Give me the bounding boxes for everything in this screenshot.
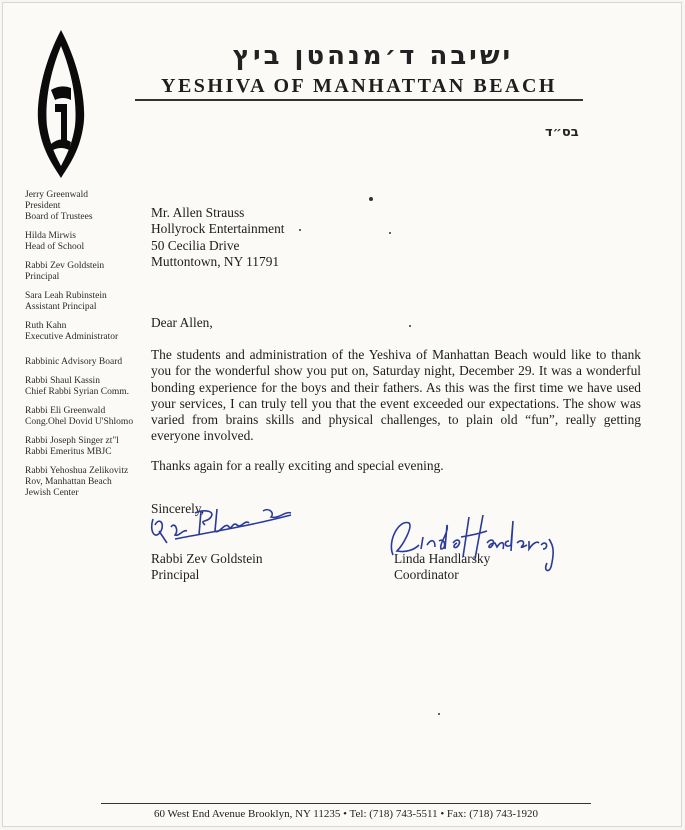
goldstein-signature-icon — [145, 501, 295, 547]
sidebar-person — [25, 261, 135, 283]
sidebar-person-title: Rabbi Emeritus MBJC — [25, 447, 112, 457]
paper-speck — [299, 229, 301, 231]
sign-off: Sincerely, — [151, 501, 205, 516]
sidebar-person-title: Jewish Center — [25, 488, 79, 498]
recipient-city: Muttontown, NY 11791 — [151, 253, 280, 269]
signatory-name: Rabbi Zev Goldstein — [151, 551, 263, 566]
bsd-mark: בס״ד — [545, 125, 579, 140]
sidebar-person-name: Jerry Greenwald — [25, 190, 89, 200]
signatory-right — [394, 551, 490, 584]
salutation: Dear Allen, — [151, 315, 213, 330]
letterhead-sidebar — [25, 190, 135, 507]
letter-page — [2, 2, 682, 827]
sidebar-person-name: Rabbi Shaul Kassin — [25, 376, 100, 386]
sidebar-person-title: Chief Rabbi Syrian Comm. — [25, 387, 129, 397]
sidebar-person-name: Rabbi Zev Goldstein — [25, 261, 105, 271]
closing-line: Thanks again for a really exciting and special evening. — [151, 458, 444, 473]
signatory-name: Linda Handlarsky — [394, 551, 491, 566]
recipient-company: Hollyrock Entertainment — [151, 221, 285, 237]
sidebar-person-name: Sara Leah Rubinstein — [25, 291, 107, 301]
sidebar-person-title: Rov, Manhattan Beach — [25, 477, 112, 487]
sidebar-person-title: Cong.Ohel Dovid U'Shlomo — [25, 417, 134, 427]
signatory-title: Principal — [151, 567, 200, 583]
school-logo-icon — [33, 28, 89, 180]
sidebar-person — [25, 231, 135, 253]
hebrew-school-name: ישיבה ד׳מנהטן ביץ — [232, 41, 514, 71]
sidebar-person-title: Assistant Principal — [25, 302, 97, 312]
sidebar-person-title: Board of Trustees — [25, 212, 93, 222]
sidebar-person — [25, 291, 135, 313]
advisory-board-heading: Rabbinic Advisory Board — [25, 357, 123, 367]
sidebar-person-title: Head of School — [25, 242, 85, 252]
paper-speck — [438, 713, 440, 715]
sidebar-person-name: Hilda Mirwis — [25, 231, 76, 241]
recipient-street: 50 Cecilia Drive — [151, 237, 240, 253]
sidebar-person-name: Rabbi Joseph Singer zt"l — [25, 436, 119, 446]
sidebar-person — [25, 321, 135, 343]
footer-contact: 60 West End Avenue Brooklyn, NY 11235 • Tel: (718) 743-5511 • Fax: (718) 743-1920 — [154, 808, 538, 820]
sidebar-person — [25, 466, 135, 499]
paper-speck — [389, 232, 391, 234]
sidebar-person — [25, 436, 135, 458]
title-underline — [135, 99, 583, 101]
footer-rule — [101, 803, 591, 804]
sidebar-person-name: Ruth Kahn — [25, 321, 67, 331]
sidebar-person-title: Principal — [25, 272, 60, 282]
english-school-name: YESHIVA OF MANHATTAN BEACH — [161, 75, 557, 97]
paper-speck — [409, 325, 411, 327]
sidebar-person — [25, 406, 135, 428]
paper-speck — [369, 197, 373, 201]
recipient-address — [151, 205, 641, 270]
signatory-title: Coordinator — [394, 567, 459, 583]
signatory-left — [151, 551, 263, 584]
letter-body: The students and administration of the Yeshiva of Manhattan Beach would like to thank you for the wonderful show you put on, Saturday night, December 29. It was a wonderful bonding experience for the boys and their fathers. As this was the first time we have used your services, I can truly tell you that the event exceeded our expectations. The show was varied from brains skills and physical challenges, to plain old “fun”, really getting everyone involved. — [151, 347, 641, 444]
recipient-name: Mr. Allen Strauss — [151, 205, 245, 220]
sidebar-person — [25, 190, 135, 223]
sidebar-person-title: Executive Administrator — [25, 332, 119, 342]
sidebar-person-name: Rabbi Eli Greenwald — [25, 406, 106, 416]
sidebar-person — [25, 376, 135, 398]
sidebar-person-name: Rabbi Yehoshua Zelikovitz — [25, 466, 129, 476]
sidebar-person-title: President — [25, 201, 61, 211]
